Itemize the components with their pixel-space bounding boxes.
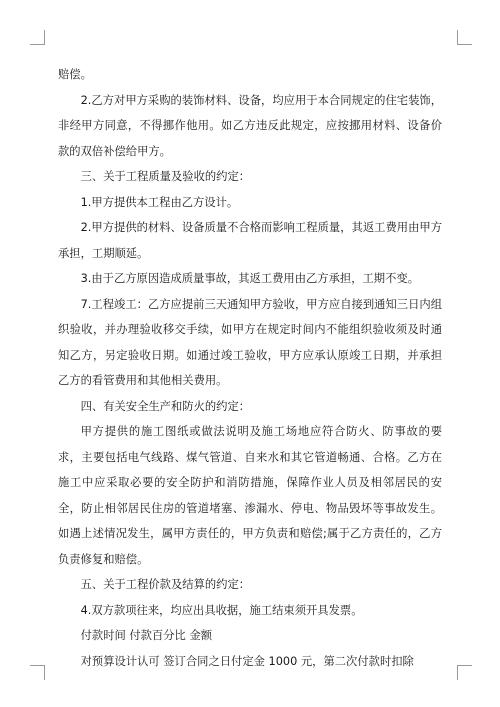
crop-mark-bottom-left [30, 665, 45, 680]
paragraph-compensation-end: 赔偿。 [58, 68, 92, 81]
document-body [58, 62, 442, 674]
payment-table-header: 付款时间 付款百分比 金额 [80, 629, 213, 642]
paragraph-quality-accident: 3.由于乙方原因造成质量事故，其返工费用由乙方承担，工期不变。 [80, 272, 419, 285]
paragraph-design-provider: 1.甲方提供本工程由乙方设计。 [80, 195, 239, 209]
crop-mark-top-left [30, 30, 45, 45]
crop-mark-bottom-right [457, 665, 472, 680]
paragraph-material-quality: 2.甲方提供的材料、设备质量不合格而影响工程质量，其返工费用由甲方承担，工期顺延。 [58, 221, 442, 260]
section-heading-safety-fire: 四、有关安全生产和防火的约定： [80, 399, 251, 413]
section-heading-quality-acceptance: 三、关于工程质量及验收的约定： [80, 170, 251, 183]
section-heading-price-settlement: 五、关于工程价款及结算的约定： [80, 578, 251, 591]
paragraph-material-misuse: 2.乙方对甲方采购的装饰材料、设备，均应用于本合同规定的住宅装饰，非经甲方同意，不得挪作他用。如乙方违反此规定，应按挪用材料、设备价款的双倍补偿给甲方。 [58, 93, 442, 158]
crop-mark-top-right [457, 30, 472, 45]
paragraph-safety-measures: 甲方提供的施工图纸或做法说明及施工场地应符合防火、防事故的要求，主要包括电气线路、煤气管道、自来水和其它管道畅通、合格。乙方在施工中应采取必要的安全防护和消防措施，保障作业人员及相邻居民的安全，防止相邻居民住房的管道堵塞、渗漏水、停电、物品毁坏等事故发生。如遇上述情况发生，属甲方责任的，甲方负责和赔偿;属于乙方责任的，乙方负责修复和赔偿。 [58, 425, 442, 566]
payment-row-deposit: 对预算设计认可 签订合同之日付定金 1000 元，第二次付款时扣除 [80, 654, 414, 668]
paragraph-completion: 7.工程竣工：乙方应提前三天通知甲方验收，甲方应自接到通知三日内组织验收，并办理验收移交手续，如甲方在规定时间内不能组织验收须及时通知乙方，另定验收日期。如通过竣工验收，甲方应承认原竣工日期，并承担乙方的看管费用和其他相关费用。 [58, 297, 442, 387]
paragraph-receipts-invoices: 4.双方款项往来，均应出具收据，施工结束须开具发票。 [80, 603, 363, 617]
